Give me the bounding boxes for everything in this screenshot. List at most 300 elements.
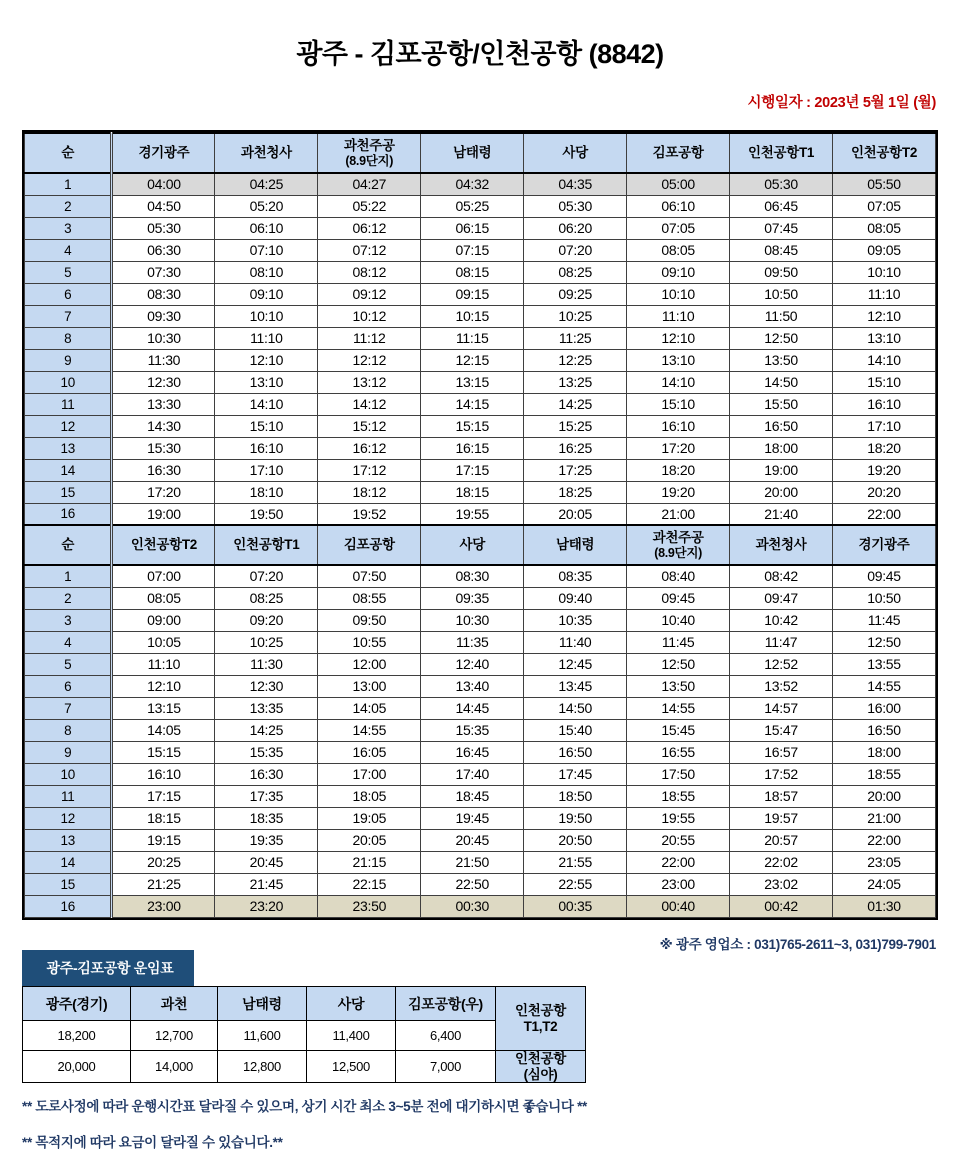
- table-row: [25, 371, 936, 393]
- fare-row-night: [23, 1051, 586, 1083]
- departure-time: 12:45: [524, 653, 627, 675]
- departure-time: 15:15: [421, 415, 524, 437]
- departure-time: 10:10: [833, 261, 936, 283]
- departure-time: 14:50: [524, 697, 627, 719]
- departure-time: 19:45: [421, 807, 524, 829]
- departure-time: 15:30: [112, 437, 215, 459]
- departure-time: 18:10: [215, 481, 318, 503]
- departure-time: 17:15: [112, 785, 215, 807]
- departure-time: 14:55: [318, 719, 421, 741]
- departure-time: 23:00: [627, 873, 730, 895]
- departure-time: 12:40: [421, 653, 524, 675]
- fare-col-gwacheon: 과천: [131, 987, 218, 1021]
- fare-value: 7,000: [396, 1051, 496, 1083]
- departure-time: 16:10: [833, 393, 936, 415]
- departure-time: 00:40: [627, 895, 730, 917]
- departure-time: 18:00: [833, 741, 936, 763]
- table-row: [25, 785, 936, 807]
- departure-time: 22:00: [627, 851, 730, 873]
- departure-time: 22:00: [833, 503, 936, 525]
- table-row: [25, 829, 936, 851]
- departure-time: 11:10: [627, 305, 730, 327]
- outbound-header-row: [25, 133, 936, 173]
- departure-time: 20:55: [627, 829, 730, 851]
- row-index: 13: [25, 437, 112, 459]
- departure-time: 07:15: [421, 239, 524, 261]
- row-index: 12: [25, 415, 112, 437]
- table-row: [25, 895, 936, 917]
- departure-time: 09:15: [421, 283, 524, 305]
- row-index: 15: [25, 481, 112, 503]
- column-header-main: 과천주공: [652, 529, 704, 545]
- departure-time: 20:05: [318, 829, 421, 851]
- departure-time: 14:25: [215, 719, 318, 741]
- departure-time: 07:05: [627, 217, 730, 239]
- departure-time: 12:50: [833, 631, 936, 653]
- departure-time: 13:00: [318, 675, 421, 697]
- departure-time: 16:15: [421, 437, 524, 459]
- table-row: [25, 587, 936, 609]
- fare-col-sadang: 사당: [307, 987, 396, 1021]
- departure-time: 12:30: [112, 371, 215, 393]
- departure-time: 07:20: [215, 565, 318, 587]
- departure-time: 18:55: [627, 785, 730, 807]
- row-index: 16: [25, 503, 112, 525]
- departure-time: 20:50: [524, 829, 627, 851]
- departure-time: 08:30: [112, 283, 215, 305]
- schedule-table-container: [22, 130, 938, 920]
- page-title: 광주 - 김포공항/인천공항 (8842): [296, 39, 664, 69]
- departure-time: 19:52: [318, 503, 421, 525]
- departure-time: 08:15: [421, 261, 524, 283]
- departure-time: 05:25: [421, 195, 524, 217]
- departure-time: 13:10: [627, 349, 730, 371]
- schedule-table: [24, 132, 936, 918]
- departure-time: 13:35: [215, 697, 318, 719]
- departure-time: 19:00: [730, 459, 833, 481]
- departure-time: 21:40: [730, 503, 833, 525]
- departure-time: 12:10: [215, 349, 318, 371]
- departure-time: 13:10: [833, 327, 936, 349]
- fare-value: 14,000: [131, 1051, 218, 1083]
- column-header-4: 사당: [421, 525, 524, 565]
- departure-time: 00:30: [421, 895, 524, 917]
- row-index: 12: [25, 807, 112, 829]
- departure-time: 06:45: [730, 195, 833, 217]
- column-header-5: 남태령: [524, 525, 627, 565]
- departure-time: 21:50: [421, 851, 524, 873]
- departure-time: 05:30: [524, 195, 627, 217]
- departure-time: 11:12: [318, 327, 421, 349]
- departure-time: 11:30: [215, 653, 318, 675]
- departure-time: 19:55: [627, 807, 730, 829]
- column-header-sub: (8.9단지): [345, 154, 394, 168]
- departure-time: 11:10: [833, 283, 936, 305]
- column-header-8: 인천공항T2: [833, 133, 936, 173]
- departure-time: 18:25: [524, 481, 627, 503]
- table-row: [25, 349, 936, 371]
- departure-time: 12:10: [833, 305, 936, 327]
- departure-time: 22:00: [833, 829, 936, 851]
- departure-time: 12:50: [730, 327, 833, 349]
- row-index: 2: [25, 587, 112, 609]
- table-row: [25, 565, 936, 587]
- column-header-7: 인천공항T1: [730, 133, 833, 173]
- departure-time: 24:05: [833, 873, 936, 895]
- departure-time: 07:05: [833, 195, 936, 217]
- departure-time: 22:50: [421, 873, 524, 895]
- departure-time: 17:15: [421, 459, 524, 481]
- column-header-4: 남태령: [421, 133, 524, 173]
- fare-side-label-line1: 인천공항: [515, 1002, 566, 1018]
- departure-time: 13:55: [833, 653, 936, 675]
- departure-time: 11:30: [112, 349, 215, 371]
- column-header-8: 경기광주: [833, 525, 936, 565]
- fare-table-title: 광주-김포공항 운임표: [22, 950, 194, 986]
- departure-time: 19:35: [215, 829, 318, 851]
- departure-time: 04:27: [318, 173, 421, 195]
- row-index: 5: [25, 261, 112, 283]
- departure-time: 11:35: [421, 631, 524, 653]
- row-index: 4: [25, 239, 112, 261]
- departure-time: 10:50: [730, 283, 833, 305]
- departure-time: 08:05: [833, 217, 936, 239]
- departure-time: 21:25: [112, 873, 215, 895]
- departure-time: 22:02: [730, 851, 833, 873]
- departure-time: 21:45: [215, 873, 318, 895]
- departure-time: 08:42: [730, 565, 833, 587]
- row-index: 9: [25, 741, 112, 763]
- footnote-road-conditions: ** 도로사정에 따라 운행시간표 달라질 수 있으며, 상기 시간 최소 3~5분 전에 대기하시면 좋습니다 **: [22, 1099, 587, 1114]
- column-header-2: 과천청사: [215, 133, 318, 173]
- column-header-1: 경기광주: [112, 133, 215, 173]
- departure-time: 19:50: [215, 503, 318, 525]
- departure-time: 11:15: [421, 327, 524, 349]
- row-index: 8: [25, 719, 112, 741]
- fare-value: 12,700: [131, 1021, 218, 1051]
- departure-time: 13:25: [524, 371, 627, 393]
- departure-time: 18:15: [112, 807, 215, 829]
- row-index: 4: [25, 631, 112, 653]
- fare-value: 11,400: [307, 1021, 396, 1051]
- departure-time: 12:10: [627, 327, 730, 349]
- departure-time: 06:30: [112, 239, 215, 261]
- departure-time: 14:15: [421, 393, 524, 415]
- table-row: [25, 807, 936, 829]
- departure-time: 06:10: [215, 217, 318, 239]
- row-index: 3: [25, 609, 112, 631]
- table-row: [25, 393, 936, 415]
- departure-time: 17:45: [524, 763, 627, 785]
- departure-time: 11:40: [524, 631, 627, 653]
- departure-time: 10:10: [627, 283, 730, 305]
- departure-time: 17:12: [318, 459, 421, 481]
- row-index: 1: [25, 565, 112, 587]
- departure-time: 20:00: [730, 481, 833, 503]
- row-index: 3: [25, 217, 112, 239]
- table-row: [25, 653, 936, 675]
- departure-time: 15:12: [318, 415, 421, 437]
- departure-time: 19:57: [730, 807, 833, 829]
- departure-time: 20:45: [421, 829, 524, 851]
- table-row: [25, 697, 936, 719]
- departure-time: 15:50: [730, 393, 833, 415]
- departure-time: 16:55: [627, 741, 730, 763]
- departure-time: 16:25: [524, 437, 627, 459]
- departure-time: 14:10: [627, 371, 730, 393]
- footnote-fare-varies: ** 목적지에 따라 요금이 달라질 수 있습니다.**: [22, 1135, 283, 1150]
- departure-time: 13:30: [112, 393, 215, 415]
- fare-col-namtaeryeong: 남태령: [218, 987, 307, 1021]
- departure-time: 17:35: [215, 785, 318, 807]
- departure-time: 17:00: [318, 763, 421, 785]
- table-row: [25, 283, 936, 305]
- departure-time: 15:40: [524, 719, 627, 741]
- departure-time: 19:00: [112, 503, 215, 525]
- departure-time: 12:30: [215, 675, 318, 697]
- departure-time: 17:20: [627, 437, 730, 459]
- departure-time: 15:35: [215, 741, 318, 763]
- row-index: 9: [25, 349, 112, 371]
- departure-time: 10:10: [215, 305, 318, 327]
- departure-time: 11:10: [112, 653, 215, 675]
- departure-time: 11:45: [833, 609, 936, 631]
- departure-time: 13:40: [421, 675, 524, 697]
- departure-time: 14:55: [627, 697, 730, 719]
- departure-time: 04:32: [421, 173, 524, 195]
- table-row: [25, 675, 936, 697]
- column-header-3: 김포공항: [318, 525, 421, 565]
- departure-time: 14:10: [833, 349, 936, 371]
- departure-time: 08:35: [524, 565, 627, 587]
- column-header-0: 순: [25, 133, 112, 173]
- departure-time: 13:15: [421, 371, 524, 393]
- departure-time: 07:30: [112, 261, 215, 283]
- fare-value: 6,400: [396, 1021, 496, 1051]
- departure-time: 09:20: [215, 609, 318, 631]
- departure-time: 17:25: [524, 459, 627, 481]
- fare-header-row: [23, 987, 586, 1021]
- departure-time: 16:30: [112, 459, 215, 481]
- column-header-3: [318, 133, 421, 173]
- departure-time: 23:20: [215, 895, 318, 917]
- departure-time: 15:25: [524, 415, 627, 437]
- effective-date: 시행일자 : 2023년 5월 1일 (월): [747, 95, 936, 111]
- departure-time: 09:40: [524, 587, 627, 609]
- departure-time: 22:55: [524, 873, 627, 895]
- departure-time: 19:20: [833, 459, 936, 481]
- departure-time: 15:47: [730, 719, 833, 741]
- departure-time: 13:12: [318, 371, 421, 393]
- departure-time: 07:10: [215, 239, 318, 261]
- table-row: [25, 741, 936, 763]
- departure-time: 18:20: [833, 437, 936, 459]
- departure-time: 09:10: [215, 283, 318, 305]
- departure-time: 09:35: [421, 587, 524, 609]
- departure-time: 12:00: [318, 653, 421, 675]
- departure-time: 10:15: [421, 305, 524, 327]
- fare-section: [22, 950, 586, 1083]
- departure-time: 17:40: [421, 763, 524, 785]
- departure-time: 13:50: [627, 675, 730, 697]
- table-row: [25, 305, 936, 327]
- table-row: [25, 327, 936, 349]
- departure-time: 16:10: [627, 415, 730, 437]
- departure-time: 15:10: [627, 393, 730, 415]
- departure-time: 16:00: [833, 697, 936, 719]
- departure-time: 04:50: [112, 195, 215, 217]
- departure-time: 09:05: [833, 239, 936, 261]
- departure-time: 05:20: [215, 195, 318, 217]
- departure-time: 16:30: [215, 763, 318, 785]
- column-header-0: 순: [25, 525, 112, 565]
- departure-time: 16:12: [318, 437, 421, 459]
- departure-time: 06:10: [627, 195, 730, 217]
- departure-time: 15:15: [112, 741, 215, 763]
- departure-time: 19:15: [112, 829, 215, 851]
- departure-time: 21:00: [627, 503, 730, 525]
- departure-time: 10:12: [318, 305, 421, 327]
- row-index: 6: [25, 675, 112, 697]
- fare-side-label-line1: 인천공항: [515, 1051, 566, 1066]
- departure-time: 14:12: [318, 393, 421, 415]
- fare-table: [22, 986, 586, 1083]
- departure-time: 11:50: [730, 305, 833, 327]
- departure-time: 14:30: [112, 415, 215, 437]
- table-row: [25, 481, 936, 503]
- row-index: 14: [25, 459, 112, 481]
- departure-time: 06:15: [421, 217, 524, 239]
- departure-time: 10:25: [524, 305, 627, 327]
- departure-time: 12:10: [112, 675, 215, 697]
- departure-time: 05:00: [627, 173, 730, 195]
- departure-time: 13:15: [112, 697, 215, 719]
- departure-time: 13:50: [730, 349, 833, 371]
- table-row: [25, 503, 936, 525]
- row-index: 7: [25, 697, 112, 719]
- departure-time: 09:12: [318, 283, 421, 305]
- fare-side-label-line2: (심야): [523, 1066, 558, 1082]
- fare-col-gwangju: 광주(경기): [23, 987, 131, 1021]
- departure-time: 12:15: [421, 349, 524, 371]
- departure-time: 00:42: [730, 895, 833, 917]
- departure-time: 14:45: [421, 697, 524, 719]
- departure-time: 05:50: [833, 173, 936, 195]
- departure-time: 08:05: [627, 239, 730, 261]
- fare-side-label-incheon-night: [496, 1051, 586, 1083]
- departure-time: 16:50: [524, 741, 627, 763]
- departure-time: 22:15: [318, 873, 421, 895]
- departure-time: 19:55: [421, 503, 524, 525]
- departure-time: 14:05: [318, 697, 421, 719]
- departure-time: 16:50: [833, 719, 936, 741]
- table-row: [25, 415, 936, 437]
- departure-time: 07:20: [524, 239, 627, 261]
- departure-time: 18:57: [730, 785, 833, 807]
- departure-time: 23:05: [833, 851, 936, 873]
- departure-time: 10:35: [524, 609, 627, 631]
- departure-time: 00:35: [524, 895, 627, 917]
- departure-time: 09:47: [730, 587, 833, 609]
- departure-time: 04:00: [112, 173, 215, 195]
- departure-time: 21:15: [318, 851, 421, 873]
- departure-time: 18:00: [730, 437, 833, 459]
- column-header-6: [627, 525, 730, 565]
- departure-time: 19:20: [627, 481, 730, 503]
- departure-time: 20:00: [833, 785, 936, 807]
- departure-time: 23:02: [730, 873, 833, 895]
- row-index: 13: [25, 829, 112, 851]
- departure-time: 19:05: [318, 807, 421, 829]
- departure-time: 08:05: [112, 587, 215, 609]
- departure-time: 17:10: [833, 415, 936, 437]
- departure-time: 09:30: [112, 305, 215, 327]
- departure-time: 04:35: [524, 173, 627, 195]
- departure-time: 05:22: [318, 195, 421, 217]
- table-row: [25, 261, 936, 283]
- departure-time: 10:30: [421, 609, 524, 631]
- departure-time: 20:45: [215, 851, 318, 873]
- row-index: 15: [25, 873, 112, 895]
- departure-time: 09:10: [627, 261, 730, 283]
- fare-col-gimpo: 김포공항(우): [396, 987, 496, 1021]
- departure-time: 10:25: [215, 631, 318, 653]
- departure-time: 12:12: [318, 349, 421, 371]
- row-index: 7: [25, 305, 112, 327]
- fare-value: 12,500: [307, 1051, 396, 1083]
- departure-time: 09:50: [730, 261, 833, 283]
- column-header-sub: (8.9단지): [654, 546, 702, 560]
- table-row: [25, 873, 936, 895]
- departure-time: 09:45: [833, 565, 936, 587]
- fare-value: 20,000: [23, 1051, 131, 1083]
- departure-time: 07:12: [318, 239, 421, 261]
- row-index: 5: [25, 653, 112, 675]
- contact-info: ※ 광주 영업소 : 031)765-2611~3, 031)799-7901: [659, 937, 936, 952]
- departure-time: 15:10: [215, 415, 318, 437]
- departure-time: 18:35: [215, 807, 318, 829]
- row-index: 14: [25, 851, 112, 873]
- departure-time: 18:50: [524, 785, 627, 807]
- fare-value: 18,200: [23, 1021, 131, 1051]
- departure-time: 07:50: [318, 565, 421, 587]
- column-header-7: 과천청사: [730, 525, 833, 565]
- row-index: 8: [25, 327, 112, 349]
- departure-time: 18:20: [627, 459, 730, 481]
- table-row: [25, 437, 936, 459]
- table-row: [25, 195, 936, 217]
- departure-time: 16:45: [421, 741, 524, 763]
- departure-time: 14:50: [730, 371, 833, 393]
- departure-time: 08:25: [524, 261, 627, 283]
- departure-time: 21:55: [524, 851, 627, 873]
- departure-time: 08:25: [215, 587, 318, 609]
- departure-time: 11:47: [730, 631, 833, 653]
- departure-time: 04:25: [215, 173, 318, 195]
- departure-time: 18:55: [833, 763, 936, 785]
- inbound-header-row: [25, 525, 936, 565]
- column-header-main: 과천주공: [343, 137, 395, 153]
- departure-time: 20:20: [833, 481, 936, 503]
- departure-time: 17:50: [627, 763, 730, 785]
- table-row: [25, 173, 936, 195]
- departure-time: 20:57: [730, 829, 833, 851]
- departure-time: 09:00: [112, 609, 215, 631]
- departure-time: 18:12: [318, 481, 421, 503]
- departure-time: 13:10: [215, 371, 318, 393]
- departure-time: 07:45: [730, 217, 833, 239]
- departure-time: 10:42: [730, 609, 833, 631]
